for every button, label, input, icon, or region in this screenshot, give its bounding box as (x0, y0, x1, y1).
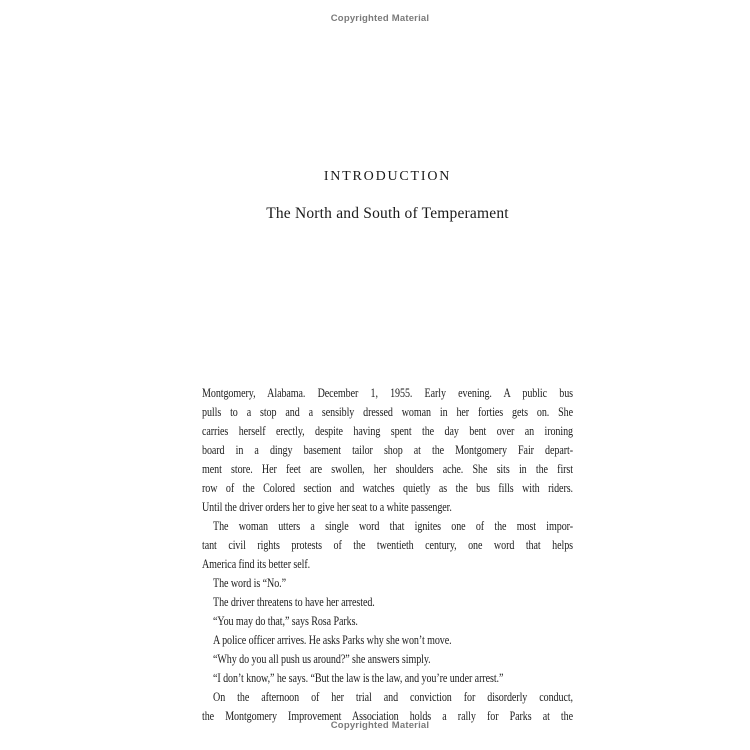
paragraph (202, 384, 573, 517)
copyright-watermark-top: Copyrighted Material (330, 13, 430, 24)
text-line: The woman utters a single word that ignites one of the most impor- (213, 519, 573, 533)
text-line: carries herself erectly, despite having spent the day bent over an ironing (202, 424, 573, 438)
paragraph (202, 517, 573, 574)
text-line: the Montgomery Improvement Association holds a rally for Parks at the (202, 709, 573, 723)
text-line: pulls to a stop and a sensibly dressed woman in her forties gets on. She (202, 405, 573, 419)
text-line: The driver threatens to have her arrested. (213, 595, 375, 609)
text-line: row of the Colored section and watches quietly as the bus fills with riders. (202, 481, 573, 495)
paragraph (202, 593, 573, 612)
text-line: tant civil rights protests of the twentieth century, one word that helps (202, 538, 573, 552)
copyright-watermark-bottom: Copyrighted Material (330, 720, 430, 731)
paragraph (202, 574, 573, 593)
text-line: Montgomery, Alabama. December 1, 1955. Early evening. A public bus (202, 386, 573, 400)
text-line: Until the driver orders her to give her seat to a white passenger. (202, 500, 452, 514)
paragraph (202, 669, 573, 688)
text-line: “I don’t know,” he says. “But the law is the law, and you’re under arrest.” (213, 671, 504, 685)
text-line: “You may do that,” says Rosa Parks. (213, 614, 358, 628)
body-text (202, 384, 573, 726)
paragraph (202, 650, 573, 669)
text-line: On the afternoon of her trial and conviction for disorderly conduct, (213, 690, 573, 704)
text-line: A police officer arrives. He asks Parks why she won’t move. (213, 633, 452, 647)
text-line: The word is “No.” (213, 576, 286, 590)
text-line: ment store. Her feet are swollen, her shoulders ache. She sits in the first (202, 462, 573, 476)
paragraph (202, 631, 573, 650)
text-line: board in a dingy basement tailor shop at the Montgomery Fair depart- (202, 443, 573, 457)
paragraph (202, 612, 573, 631)
chapter-subtitle: The North and South of Temperament (266, 205, 509, 222)
text-line: America find its better self. (202, 557, 311, 571)
chapter-heading: INTRODUCTION (323, 169, 452, 184)
text-line: “Why do you all push us around?” she answers simply. (213, 652, 431, 666)
